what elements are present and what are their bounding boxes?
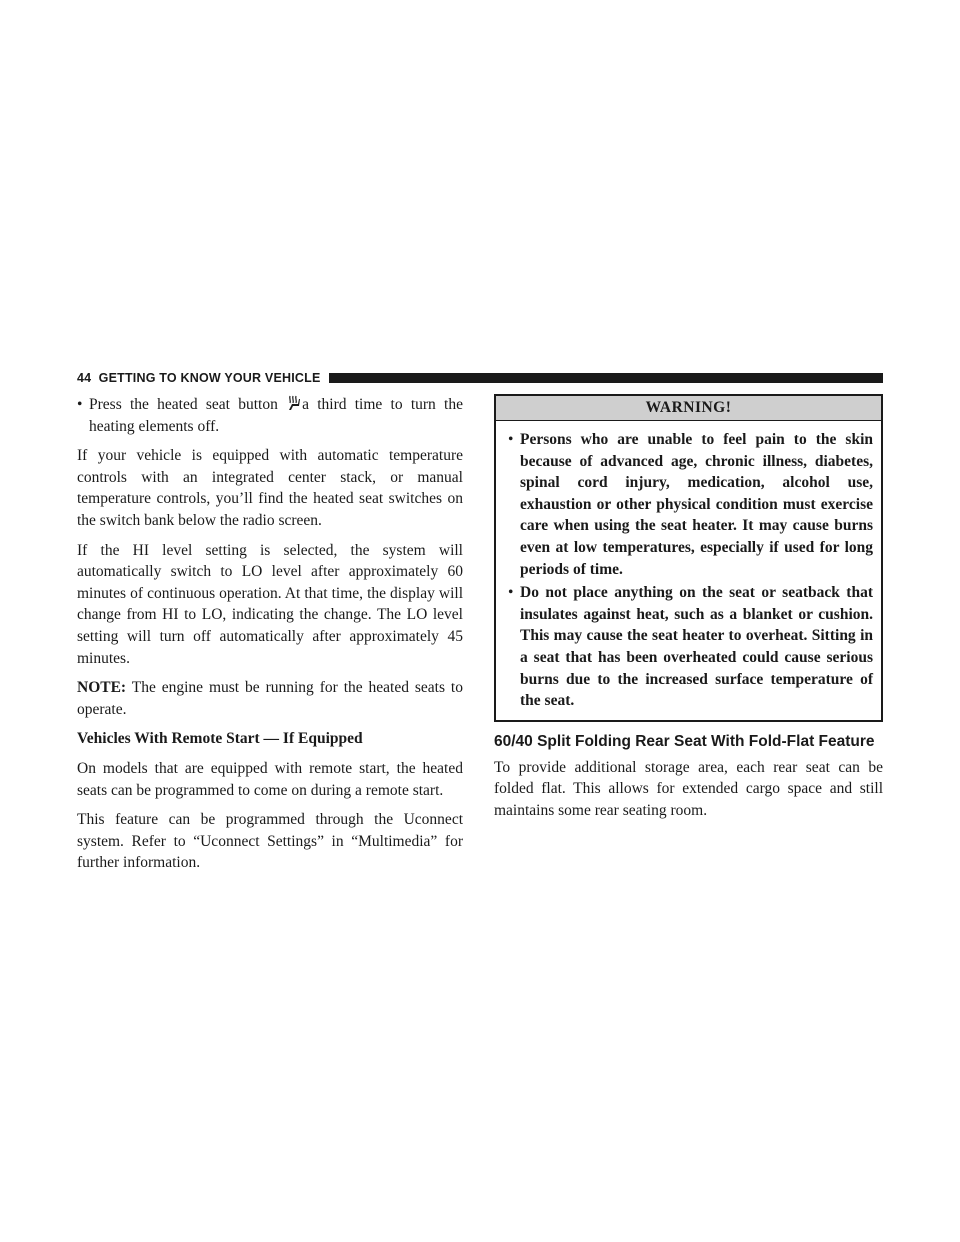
warning-item: [508, 582, 873, 712]
note: [77, 677, 463, 720]
left-column: [77, 394, 463, 882]
paragraph: If the HI level setting is selected, the system will automatically switch to LO level after approximately 60 minutes of continuous operation. At that time, the display will change from HI to LO, indicating the change. The LO level setting will turn off automatically after approximately 45 minutes.: [77, 541, 463, 667]
warning-box: [494, 394, 883, 722]
page-header: [77, 368, 883, 388]
note-text: The engine must be running for the heated seats to operate.: [77, 679, 463, 718]
warning-body: [496, 421, 881, 720]
bullet-item: [77, 394, 463, 437]
paragraph: To provide additional storage area, each rear seat can be folded flat. This allows for extended cargo space and still maintains some rear seating room.: [494, 758, 883, 819]
paragraph: If your vehicle is equipped with automatic temperature controls with an integrated center stack, or manual temperature controls, you’ll find the heated seat switches on the switch bank below the radio screen.: [77, 447, 463, 529]
warning-title: WARNING!: [496, 396, 881, 421]
warning-text: Do not place anything on the seat or seatback that insulates against heat, such as a blanket or cushion. This may cause the seat heater to overheat. Sitting in a seat that has been overheated could cause serious burns due to the increased surface temperature of the seat.: [520, 584, 873, 710]
bullet-dot: •: [508, 431, 514, 448]
heated-seat-icon: [287, 395, 301, 411]
note-label: NOTE:: [77, 679, 127, 697]
warning-text: Persons who are unable to feel pain to the skin because of advanced age, chronic illness, diabetes, spinal cord injury, medication, alcohol use, exhaustion or other physical condition must exercise care when using the seat heater. It may cause burns even at low temperatures, especially if used for long periods of time.: [520, 431, 873, 578]
header-rule: [329, 373, 884, 383]
section-title: 60/40 Split Folding Rear Seat With Fold-Flat Feature: [494, 732, 875, 750]
paragraph: On models that are equipped with remote start, the heated seats can be programmed to come on during a remote start.: [77, 759, 463, 799]
bullet-dot: •: [508, 584, 514, 602]
bullet-dot: •: [77, 396, 83, 413]
bullet-text: Press the heated seat button a third time to turn the heating elements off.: [89, 396, 463, 435]
warning-item: [508, 429, 873, 580]
paragraph: This feature can be programmed through the Uconnect system. Refer to “Uconnect Settings” in “Multimedia” for further information.: [77, 811, 463, 872]
page-number: 44: [77, 371, 92, 385]
subheading: Vehicles With Remote Start — If Equipped: [77, 730, 363, 748]
chapter-title: GETTING TO KNOW YOUR VEHICLE: [98, 371, 321, 385]
right-column: [494, 394, 883, 830]
page-header-label: [77, 371, 321, 385]
